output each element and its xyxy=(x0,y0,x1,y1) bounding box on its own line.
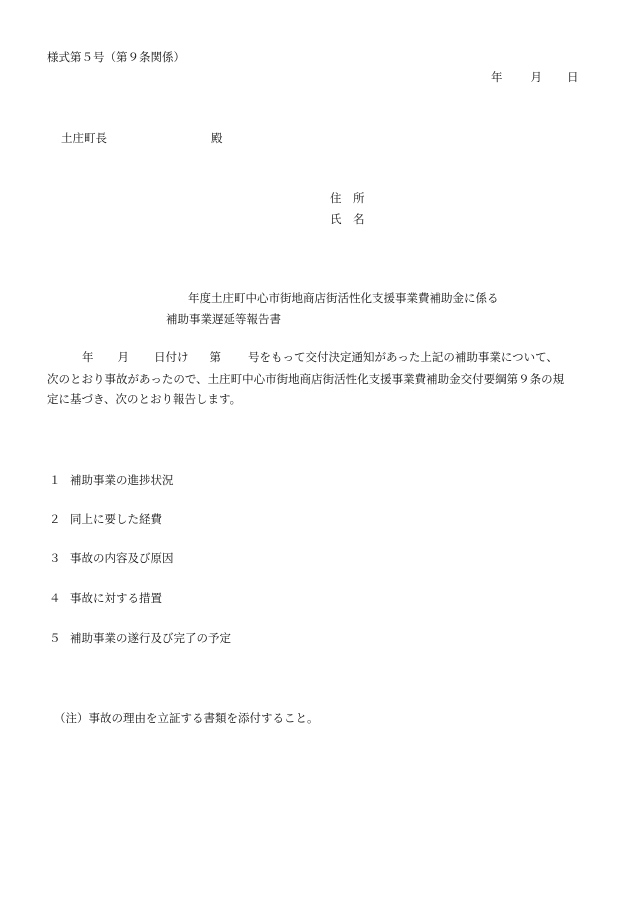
addressee xyxy=(61,131,223,145)
list-item-label: 事故の内容及び原因 xyxy=(70,551,174,565)
list-item-number: ４ xyxy=(49,591,61,605)
list-item-number: ２ xyxy=(49,512,61,526)
list-item xyxy=(49,473,174,487)
list-item xyxy=(49,512,162,526)
note: （注）事故の理由を立証する書類を添付すること。 xyxy=(54,711,319,725)
list-item-number: ３ xyxy=(49,551,61,565)
document-title-line-1: 年度土庄町中心市街地商店街活性化支援事業費補助金に係る xyxy=(188,291,499,305)
body-number-prefix: 第 xyxy=(209,350,221,364)
addressee-honorific: 殿 xyxy=(211,131,223,145)
document-title-line-2: 補助事業遅延等報告書 xyxy=(166,312,281,326)
body-line-3: 定に基づき、次のとおり報告します。 xyxy=(47,392,242,406)
body-line-2: 次のとおり事故があったので、土庄町中心市街地商店街活性化支援事業費補助金交付要綱第９条の規 xyxy=(47,372,565,386)
form-number: 様式第５号（第９条関係） xyxy=(47,50,185,64)
date-year: 年 xyxy=(491,70,503,84)
body-line-1-rest: 号をもって交付決定通知があった上記の補助事業について、 xyxy=(248,350,558,364)
body-month: 月 xyxy=(117,350,129,364)
list-item xyxy=(49,591,162,605)
date-month: 月 xyxy=(530,70,542,84)
applicant-name-label: 氏 名 xyxy=(330,212,365,226)
date-line xyxy=(491,70,579,84)
body-line-1 xyxy=(82,350,558,364)
applicant-address-label: 住 所 xyxy=(330,191,365,205)
list-item xyxy=(49,551,174,565)
list-item xyxy=(49,631,231,645)
list-item-label: 補助事業の進捗状況 xyxy=(70,473,174,487)
date-day: 日 xyxy=(567,70,579,84)
body-year: 年 xyxy=(82,350,94,364)
list-item-label: 同上に要した経費 xyxy=(70,512,162,526)
addressee-name: 土庄町長 xyxy=(61,131,107,145)
list-item-number: １ xyxy=(49,473,61,487)
body-dated: 日付け xyxy=(154,350,189,364)
list-item-label: 補助事業の遂行及び完了の予定 xyxy=(70,631,231,645)
list-item-number: ５ xyxy=(49,631,61,645)
list-item-label: 事故に対する措置 xyxy=(70,591,162,605)
